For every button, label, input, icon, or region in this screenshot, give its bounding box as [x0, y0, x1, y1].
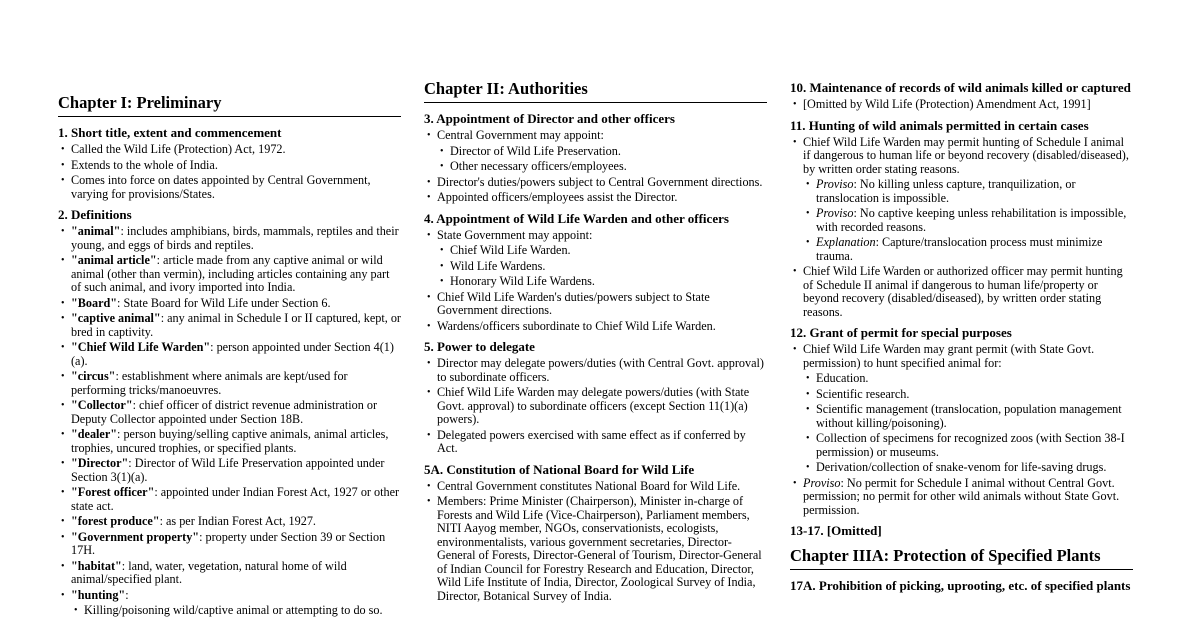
definition-text: : person buying/selling captive animals, animal articles, trophies, uncured trophies, or specified plants.: [71, 427, 389, 455]
definition-item: [58, 225, 401, 252]
definition-item: [58, 457, 401, 484]
list-item-lead: Chief Wild Life Warden may grant permit (with State Govt. permission) to hunt specified animal for:: [803, 342, 1095, 370]
definition-item: [58, 515, 401, 529]
definition-term: "Forest officer": [71, 485, 155, 499]
definition-text: : establishment where animals are kept/used for performing tricks/manoeuvres.: [71, 369, 348, 397]
proviso-label: Proviso: [816, 177, 854, 191]
definition-term: "animal": [71, 224, 121, 238]
list-item: [790, 477, 1133, 518]
sub-list-item: • Education.: [803, 372, 1133, 386]
definition-text: : article made from any captive animal or wild animal (other than vermin), including articles containing any part of such animal, and ivory imported into India.: [71, 253, 390, 294]
definition-text: : chief officer of district revenue administration or Deputy Collector appointed under Section 18B.: [71, 398, 378, 426]
proviso-text: : No killing unless capture, tranquilization, or translocation is impossible.: [816, 177, 1076, 205]
explanation-text: : Capture/translocation process must minimize trauma.: [816, 235, 1103, 263]
list-item: [424, 129, 767, 174]
definition-term: "captive animal": [71, 311, 161, 325]
list-item: • Chief Wild Life Warden may delegate powers/duties (with State Govt. approval) to subordinate officers (except Section 11(1)(a) powers).: [424, 386, 767, 427]
list-item-lead: Central Government may appoint:: [437, 128, 604, 142]
sub-list: [71, 604, 401, 618]
sub-list-item: • Derivation/collection of snake-venom for life-saving drugs.: [803, 461, 1133, 475]
sub-list: [803, 178, 1133, 263]
definition-term: "Board": [71, 295, 118, 310]
list-item: • Chief Wild Life Warden or authorized officer may permit hunting of Schedule II animal if dangerous to human life/property or beyond recovery (disabled/diseased), by written order stating reasons.: [790, 265, 1133, 319]
section-heading: 17A. Prohibition of picking, uprooting, etc. of specified plants: [790, 578, 1131, 593]
sub-list-item: • Other necessary officers/employees.: [437, 160, 767, 174]
sub-list-item: • Director of Wild Life Preservation.: [437, 145, 767, 159]
sub-list: [437, 145, 767, 174]
definition-item: [58, 312, 401, 339]
section-list: [790, 343, 1133, 517]
sub-list-item: • Wild Life Wardens.: [437, 260, 767, 274]
list-item: • Called the Wild Life (Protection) Act, 1972.: [58, 143, 401, 157]
list-item: • [Omitted by Wild Life (Protection) Amendment Act, 1991]: [790, 98, 1133, 112]
definition-item: [58, 297, 401, 311]
section-heading: 13-17. [Omitted]: [790, 523, 882, 538]
definition-text: : land, water, vegetation, natural home of wild animal/specified plant.: [71, 558, 347, 586]
section-heading: 11. Hunting of wild animals permitted in certain cases: [790, 117, 1089, 133]
sub-list-item: [803, 236, 1133, 263]
column-2: [424, 79, 767, 609]
sub-list-item: [803, 178, 1133, 205]
section-list: [790, 98, 1133, 112]
definition-text: : person appointed under Section 4(1)(a).: [71, 340, 394, 368]
list-item: • Extends to the whole of India.: [58, 159, 401, 173]
list-item: • Delegated powers exercised with same effect as if conferred by Act.: [424, 429, 767, 456]
section-heading: 12. Grant of permit for special purposes: [790, 325, 1012, 340]
section-heading: 3. Appointment of Director and other officers: [424, 111, 675, 126]
definition-term: "circus": [71, 369, 116, 383]
list-item: [790, 343, 1133, 475]
list-item: • Members: Prime Minister (Chairperson), Minister in-charge of Forests and Wild Life (Vice-Chairperson), Parliament members, NITI Aayog member, NGOs, conservationists, ecologists, environmentalists, various government secretaries, Director-General of Forests, Director-General of Tourism, Director-General of Indian Council for Forestry Research and Education, Director, Wild Life Institute of India, Director, Zoological Survey of India, Director, Botanical Survey of India.: [424, 495, 767, 603]
definition-text: : includes amphibians, birds, mammals, reptiles and their young, and eggs of birds and reptiles.: [71, 224, 399, 252]
section-heading: 5A. Constitution of National Board for Wild Life: [424, 461, 695, 477]
section-heading: 5. Power to delegate: [424, 339, 535, 354]
definition-term: "forest produce": [71, 514, 160, 528]
sub-list-item: • Honorary Wild Life Wardens.: [437, 275, 767, 289]
sub-list-item: [803, 207, 1133, 234]
definition-text: : as per Indian Forest Act, 1927.: [159, 514, 316, 528]
proviso-label: Proviso: [803, 475, 841, 490]
definition-item: [58, 560, 401, 587]
sub-list-item: • Chief Wild Life Warden.: [437, 244, 767, 258]
definition-item: [58, 399, 401, 426]
definition-item: [58, 531, 401, 558]
definition-text: : Director of Wild Life Preservation appointed under Section 3(1)(a).: [71, 456, 385, 484]
chapter-heading: Chapter IIIA: Protection of Specified Plants: [790, 546, 1133, 570]
sub-list-item: • Scientific research.: [803, 388, 1133, 402]
list-item-lead: State Government may appoint:: [437, 227, 593, 242]
proviso-text: : No captive keeping unless rehabilitation is impossible, with recorded reasons.: [816, 206, 1127, 234]
chapter-heading: Chapter I: Preliminary: [58, 93, 401, 117]
section-heading: 10. Maintenance of records of wild animals killed or captured: [790, 80, 1131, 95]
list-item: • Chief Wild Life Warden's duties/powers subject to State Government directions.: [424, 291, 767, 318]
section-list: [790, 136, 1133, 320]
sub-list: [437, 244, 767, 289]
section-list: [58, 143, 401, 201]
definition-term: "animal article": [71, 253, 157, 267]
list-item: • Wardens/officers subordinate to Chief Wild Life Warden.: [424, 320, 767, 334]
definition-item: [58, 589, 401, 618]
proviso-text: : No permit for Schedule I animal without Central Govt. permission; no permit for other wild animals without State Govt. permission.: [803, 475, 1120, 517]
definition-text: : appointed under Indian Forest Act, 1927 or other state act.: [71, 485, 400, 513]
list-item: • Central Government constitutes National Board for Wild Life.: [424, 480, 767, 494]
section-list: [424, 480, 767, 604]
proviso-label: Proviso: [816, 206, 854, 220]
section-list: [424, 129, 767, 205]
sub-list-item: • Scientific management (translocation, population management without killing/poisoning).: [803, 403, 1133, 430]
list-item: • Director's duties/powers subject to Central Government directions.: [424, 176, 767, 190]
definition-item: [58, 370, 401, 397]
definition-text: : any animal in Schedule I or II captured, kept, or bred in captivity.: [71, 311, 401, 339]
section-heading: 2. Definitions: [58, 207, 132, 222]
section-heading: 4. Appointment of Wild Life Warden and other officers: [424, 210, 729, 226]
definition-text: :: [125, 587, 129, 602]
section-list: [424, 229, 767, 334]
definition-term: "hunting": [71, 587, 126, 602]
definition-term: "Government property": [71, 529, 200, 544]
column-1: [58, 93, 401, 624]
explanation-label: Explanation: [816, 235, 876, 249]
definition-text: : property under Section 39 or Section 17H.: [71, 529, 386, 557]
sub-list-item: • Killing/poisoning wild/captive animal or attempting to do so.: [71, 604, 401, 618]
column-3: [790, 80, 1133, 596]
definition-text: : State Board for Wild Life under Section 6.: [117, 295, 331, 310]
definition-item: [58, 428, 401, 455]
chapter-heading: Chapter II: Authorities: [424, 79, 767, 103]
definition-term: "dealer": [71, 427, 118, 441]
definition-term: "Director": [71, 456, 129, 470]
definition-term: "habitat": [71, 558, 122, 573]
definitions-list: [58, 225, 401, 618]
section-list: [424, 357, 767, 456]
list-item: • Director may delegate powers/duties (with Central Govt. approval) to subordinate officers.: [424, 357, 767, 384]
list-item: • Appointed officers/employees assist the Director.: [424, 191, 767, 205]
definition-item: [58, 486, 401, 513]
list-item: [790, 136, 1133, 264]
list-item: [424, 229, 767, 289]
sub-list-item: • Collection of specimens for recognized zoos (with Section 38-I permission) or museums.: [803, 432, 1133, 459]
sub-list: [803, 372, 1133, 475]
list-item: • Comes into force on dates appointed by Central Government, varying for provisions/States.: [58, 174, 401, 201]
definition-item: [58, 254, 401, 295]
list-item-lead: Chief Wild Life Warden may permit hunting of Schedule I animal if dangerous to human life or beyond recovery (disabled/diseased), by written order stating reasons.: [803, 134, 1129, 176]
definition-item: [58, 341, 401, 368]
section-heading: 1. Short title, extent and commencement: [58, 125, 282, 140]
definition-term: "Chief Wild Life Warden": [71, 340, 211, 354]
definition-term: "Collector": [71, 398, 133, 412]
